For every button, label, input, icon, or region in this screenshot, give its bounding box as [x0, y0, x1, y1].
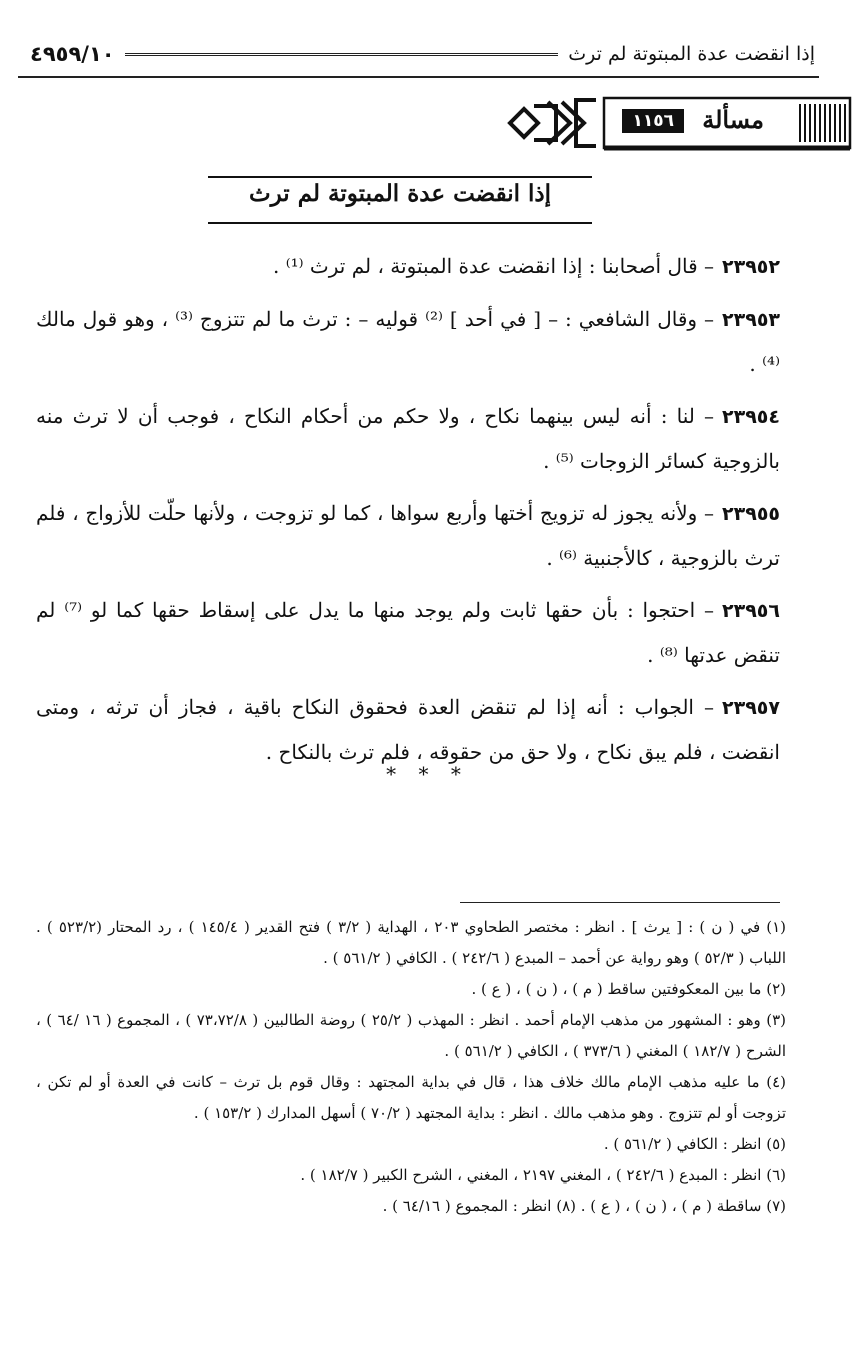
footnote: (٧) ساقطة ( م ) ، ( ن ) ، ( ع ) . (٨) انظر : المجموع ( ٦٤/١٦ ) .	[382, 1197, 786, 1215]
section-separator: * * *	[386, 762, 469, 786]
paragraph-number: ٢٣٩٥٥	[722, 503, 781, 525]
paragraph	[36, 297, 780, 386]
footnote: (٣) وهو : المشهور من مذهب الإمام أحمد . انظر : المهذب ( ٢٥/٢ ) روضة الطالبين ( ٧٣،٧٢/٨ ) ، المجموع ( ١٦ /٦٤ ) ، الشرح ( ١٨٢/٧ ) المغني ( ٣٧٣/٦ ) ، الكافي ( ٥٦١/٢ ) .	[36, 1011, 786, 1060]
page-number: ٤٩٥٩/١٠	[30, 42, 115, 66]
footnote: (٢) ما بين المعكوفتين ساقط ( م ) ، ( ن ) ، ( ع ) .	[471, 980, 786, 998]
footnote: (٤) ما عليه مذهب الإمام مالك خلاف هذا ، قال في بداية المجتهد : وقال قوم بل ترث – كانت في العدة أو لم تكن ، تزوجت أو لم تتزوج . وهو مذهب مالك . انظر : بداية المجتهد ( ٧٠/٢ ) أسهل المدارك ( ١٥٣/٢ ) .	[36, 1073, 786, 1122]
running-header	[30, 38, 815, 70]
section-title: إذا انقضت عدة المبتوتة لم ترث	[248, 180, 552, 207]
paragraph	[36, 244, 780, 289]
footnote: (٦) انظر : المبدع ( ٢٤٢/٦ ) ، المغني ٢١٩٧ ، المغني ، الشرح الكبير ( ١٨٢/٧ ) .	[300, 1166, 786, 1184]
paragraph-number: ٢٣٩٥٤	[722, 406, 780, 428]
title-top-rule	[208, 176, 592, 178]
body-text	[36, 244, 780, 782]
footnote: (٥) انظر : الكافي ( ٥٦١/٢ ) .	[603, 1135, 786, 1153]
paragraph	[36, 588, 780, 677]
paragraph	[36, 685, 780, 774]
paragraph-text: – الجواب : أنه إذا لم تنقض العدة فحقوق النكاح باقية ، فجاز أن ترثه ، ومتى انقضت ، فلم يبق نكاح ، ولا حق من حقوقه ، فلم ترث بالنكاح .	[36, 695, 780, 764]
paragraph-text: – قال أصحابنا : إذا انقضت عدة المبتوتة ، لم ترث ⁽¹⁾ .	[272, 254, 715, 278]
header-double-line	[125, 53, 559, 56]
footnotes	[36, 912, 786, 1222]
masala-label: مسألة	[702, 105, 764, 134]
paragraph-number: ٢٣٩٥٢	[722, 256, 780, 278]
paragraph-text: – ولأنه يجوز له تزويج أختها وأربع سواها ، كما لو تزوجت ، ولأنها حلّت للأزواج ، فلم ترث بالزوجية ، كالأجنبية ⁽⁶⁾ .	[36, 501, 780, 570]
footnote: (١) في ( ن ) : [ يرث ] . انظر : مختصر الطحاوي ٢٠٣ ، الهداية ( ٣/٢ ) فتح القدير ( ١٤٥/٤ ) ، رد المحتار (٥٢٣/٢ ) . اللباب ( ٥٢/٣ ) وهو رواية عن أحمد – المبدع ( ٢٤٢/٦ ) . الكافي ( ٥٦١/٢ ) .	[36, 918, 787, 967]
paragraph-number: ٢٣٩٥٣	[722, 309, 781, 331]
paragraph-number: ٢٣٩٥٦	[722, 600, 780, 622]
footnote-rule	[460, 902, 780, 903]
paragraph-text: – لنا : أنه ليس بينهما نكاح ، ولا حكم من أحكام النكاح ، فوجب أن لا ترث منه بالزوجية كسائر الزوجات ⁽⁵⁾ .	[36, 404, 780, 473]
paragraph-text: – وقال الشافعي : – [ في أحد ] ⁽²⁾ قوليه – : ترث ما لم تتزوج ⁽³⁾ ، وهو قول مالك ⁽⁴⁾ .	[36, 307, 780, 376]
running-title: إذا انقضت عدة المبتوتة لم ترث	[568, 43, 815, 65]
masala-banner	[500, 92, 852, 154]
paragraph	[36, 394, 780, 483]
paragraph	[36, 491, 780, 580]
paragraph-text: – احتجوا : بأن حقها ثابت ولم يوجد منها ما يدل على إسقاط حقها كما لو ⁽⁷⁾ لم تنقض عدتها ⁽⁸⁾ .	[36, 598, 780, 667]
masala-number-badge: ١١٥٦	[622, 109, 684, 133]
title-bottom-rule	[208, 222, 592, 224]
paragraph-number: ٢٣٩٥٧	[722, 697, 780, 719]
header-rule	[18, 76, 819, 78]
